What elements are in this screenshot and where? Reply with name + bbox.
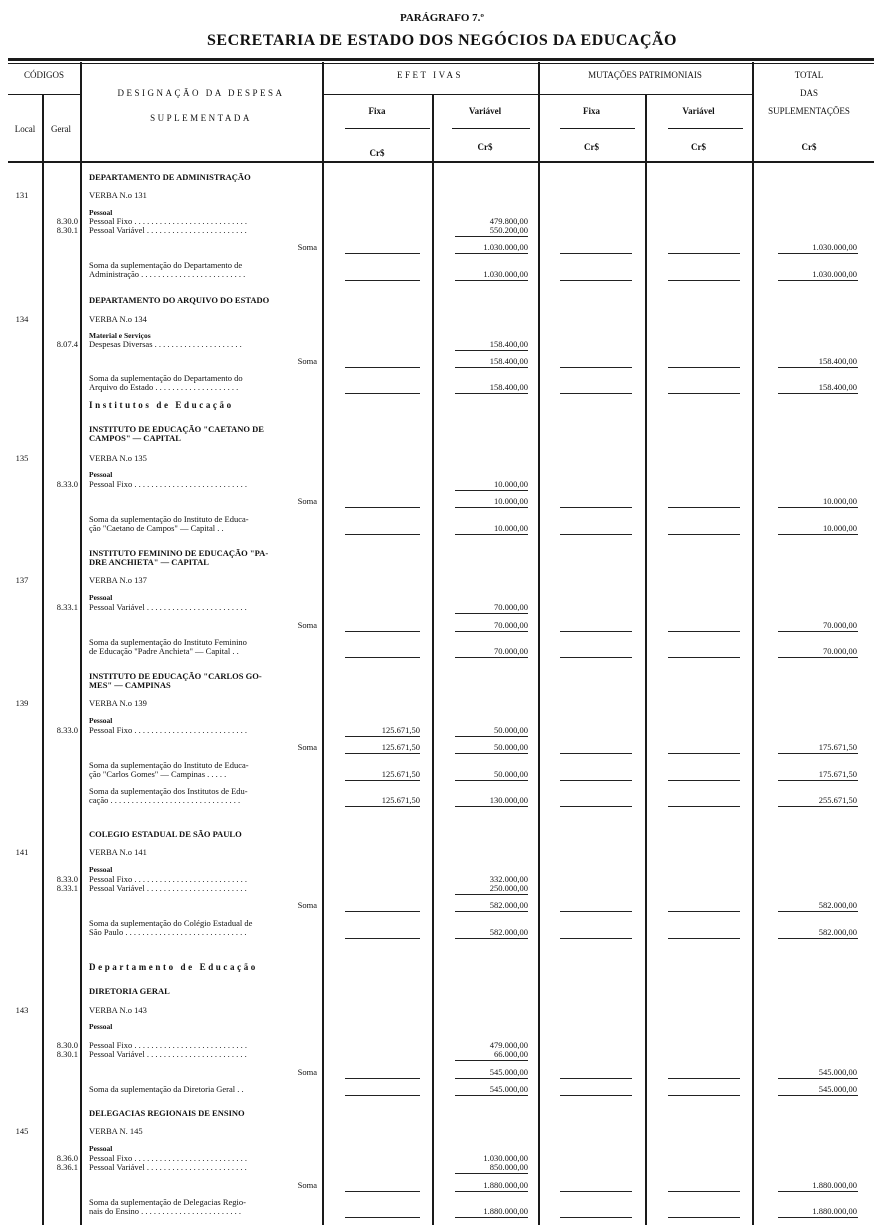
rule-mutacoes-fixa (560, 631, 632, 632)
rule-efetivas-fixa (345, 393, 420, 394)
rule-total (778, 1191, 858, 1192)
line-description: Pessoal Variável . . . . . . . . . . . . . . . . . . . . . . . . (89, 602, 247, 612)
rule-mutacoes-fixa (560, 1078, 632, 1079)
amount-efetivas-fixa: 125.671,50 (381, 795, 420, 805)
soma-label: Soma (297, 900, 317, 910)
rule-efetivas-variavel (455, 236, 528, 237)
rule-mutacoes-variavel (668, 780, 740, 781)
top-rule-thick (8, 58, 874, 61)
line-description: VERBA N.o 135 (89, 453, 147, 463)
rule-mutacoes-variavel (668, 393, 740, 394)
rule-efetivas-fixa (345, 1078, 420, 1079)
subcol-rule-3 (560, 128, 635, 129)
code-local: 131 (15, 190, 29, 200)
code-geral: 8.36.0 (56, 1153, 78, 1163)
section-heading: DRE ANCHIETA" — CAPITAL (89, 557, 209, 567)
rule-efetivas-variavel (455, 350, 528, 351)
amount-total: 10.000,00 (823, 523, 857, 533)
rule-efetivas-fixa (345, 736, 420, 737)
code-local: 145 (15, 1126, 29, 1136)
amount-total: 158.400,00 (818, 382, 857, 392)
rule-efetivas-fixa (345, 657, 420, 658)
line-description: ção "Caetano de Campos" — Capital . . (89, 523, 224, 533)
rule-total (778, 657, 858, 658)
section-heading: DIRETORIA GERAL (89, 986, 170, 996)
line-description: Soma da suplementação de Delegacias Regio- (89, 1197, 246, 1207)
col-divider-efetivas (432, 95, 434, 1225)
amount-efetivas-variavel: 70.000,00 (494, 620, 528, 630)
rule-efetivas-variavel (455, 894, 528, 895)
rule-efetivas-variavel (455, 806, 528, 807)
section-heading: Institutos de Educação (89, 400, 234, 410)
line-description: VERBA N.o 131 (89, 190, 147, 200)
currency-efetivas-variavel: Cr$ (477, 142, 493, 152)
rule-efetivas-variavel (455, 1078, 528, 1079)
header-mutacoes: MUTAÇÕES PATRIMONIAIS (588, 70, 702, 80)
amount-efetivas-variavel: 10.000,00 (494, 479, 528, 489)
rule-mutacoes-variavel (668, 534, 740, 535)
rule-mutacoes-fixa (560, 806, 632, 807)
rule-mutacoes-fixa (560, 657, 632, 658)
rule-mutacoes-variavel (668, 938, 740, 939)
rule-total (778, 1078, 858, 1079)
amount-efetivas-variavel: 550.200,00 (489, 225, 528, 235)
rule-efetivas-variavel (455, 393, 528, 394)
code-local: 134 (15, 314, 29, 324)
rule-mutacoes-fixa (560, 367, 632, 368)
rule-efetivas-variavel (455, 736, 528, 737)
soma-label: Soma (297, 1067, 317, 1077)
soma-label: Soma (297, 742, 317, 752)
rule-total (778, 753, 858, 754)
rule-total (778, 1217, 858, 1218)
header-designacao: DESIGNAÇÃO DA DESPESA (117, 88, 285, 98)
line-description: Pessoal Fixo . . . . . . . . . . . . . . . . . . . . . . . . . . . (89, 479, 247, 489)
amount-efetivas-variavel: 479.000,00 (489, 1040, 528, 1050)
line-description: São Paulo . . . . . . . . . . . . . . . . . . . . . . . . . . . . . (89, 927, 247, 937)
amount-total: 158.400,00 (818, 356, 857, 366)
paragraph-heading: PARÁGRAFO 7.º (399, 12, 485, 24)
amount-total: 1.880.000,00 (812, 1180, 857, 1190)
rule-efetivas-variavel (455, 657, 528, 658)
amount-efetivas-fixa: 125.671,50 (381, 769, 420, 779)
amount-efetivas-variavel: 130.000,00 (489, 795, 528, 805)
amount-efetivas-variavel: 1.880.000,00 (483, 1180, 528, 1190)
amount-efetivas-variavel: 1.030.000,00 (483, 1153, 528, 1163)
code-geral: 8.33.1 (56, 602, 78, 612)
amount-total: 70.000,00 (823, 646, 857, 656)
rule-efetivas-variavel (455, 780, 528, 781)
page-title: SECRETARIA DE ESTADO DOS NEGÓCIOS DA EDUCAÇÃO (207, 32, 677, 49)
soma-label: Soma (297, 496, 317, 506)
code-geral: 8.33.0 (56, 874, 78, 884)
amount-efetivas-variavel: 70.000,00 (494, 602, 528, 612)
code-local: 135 (15, 453, 29, 463)
section-heading: DEPARTAMENTO DE ADMINISTRAÇÃO (89, 172, 251, 182)
line-description: Arquivo do Estado . . . . . . . . . . . . . . . . . . . . (89, 382, 239, 392)
rule-mutacoes-fixa (560, 393, 632, 394)
code-local: 139 (15, 698, 29, 708)
amount-total: 545.000,00 (818, 1067, 857, 1077)
code-geral: 8.30.1 (56, 225, 78, 235)
line-description: Soma da suplementação do Departamento de (89, 260, 243, 270)
rule-efetivas-variavel (455, 1173, 528, 1174)
section-heading: Pessoal (89, 716, 113, 725)
rule-mutacoes-fixa (560, 780, 632, 781)
amount-efetivas-variavel: 158.400,00 (489, 339, 528, 349)
rule-total (778, 534, 858, 535)
rule-efetivas-fixa (345, 367, 420, 368)
line-description: VERBA N.o 143 (89, 1005, 147, 1015)
line-description: nais do Ensino . . . . . . . . . . . . . . . . . . . . . . . . (89, 1206, 242, 1216)
amount-efetivas-variavel: 1.030.000,00 (483, 242, 528, 252)
rule-efetivas-fixa (345, 507, 420, 508)
line-description: Pessoal Variável . . . . . . . . . . . . . . . . . . . . . . . . (89, 883, 247, 893)
amount-efetivas-variavel: 50.000,00 (494, 725, 528, 735)
line-description: Soma da suplementação do Instituto de Educa- (89, 514, 249, 524)
col-divider-designacao (322, 62, 324, 1225)
line-description: Soma da suplementação do Instituto Feminino (89, 637, 247, 647)
rule-efetivas-variavel (455, 938, 528, 939)
top-rule-thin (8, 63, 874, 64)
amount-efetivas-fixa: 125.671,50 (381, 725, 420, 735)
rule-efetivas-fixa (345, 253, 420, 254)
rule-efetivas-variavel (455, 1191, 528, 1192)
subcol-rule-4 (668, 128, 743, 129)
rule-total (778, 507, 858, 508)
header-mutacoes-fixa: Fixa (583, 106, 600, 116)
rule-mutacoes-fixa (560, 1095, 632, 1096)
amount-efetivas-variavel: 545.000,00 (489, 1067, 528, 1077)
code-geral: 8.30.0 (56, 1040, 78, 1050)
rule-efetivas-fixa (345, 631, 420, 632)
amount-total: 1.030.000,00 (812, 242, 857, 252)
rule-efetivas-fixa (345, 780, 420, 781)
rule-efetivas-fixa (345, 938, 420, 939)
code-local: 143 (15, 1005, 29, 1015)
section-heading: Pessoal (89, 470, 113, 479)
rule-mutacoes-fixa (560, 507, 632, 508)
header-efetivas-variavel: Variável (468, 106, 502, 116)
efetivas-rule (322, 94, 752, 95)
col-divider-geral (80, 62, 82, 1225)
rule-total (778, 806, 858, 807)
rule-efetivas-fixa (345, 1191, 420, 1192)
currency-mutacoes-fixa: Cr$ (584, 142, 599, 152)
rule-mutacoes-variavel (668, 911, 740, 912)
amount-efetivas-variavel: 1.030.000,00 (483, 269, 528, 279)
code-geral: 8.30.1 (56, 1049, 78, 1059)
line-description: Pessoal Fixo . . . . . . . . . . . . . . . . . . . . . . . . . . . (89, 216, 247, 226)
rule-mutacoes-fixa (560, 534, 632, 535)
section-heading: INSTITUTO FEMININO DE EDUCAÇÃO "PA- (89, 548, 269, 558)
section-heading: CAMPOS" — CAPITAL (89, 433, 181, 443)
amount-total: 582.000,00 (818, 927, 857, 937)
line-description: cação . . . . . . . . . . . . . . . . . . . . . . . . . . . . . . . (89, 795, 241, 805)
header-total-3: SUPLEMENTAÇÕES (768, 106, 850, 116)
line-description: de Educação "Padre Anchieta" — Capital . . (89, 646, 239, 656)
rule-mutacoes-fixa (560, 911, 632, 912)
header-suplementada: SUPLEMENTADA (150, 113, 252, 123)
amount-total: 175.671,50 (818, 769, 857, 779)
codigos-rule (8, 94, 80, 95)
rule-mutacoes-variavel (668, 631, 740, 632)
amount-efetivas-variavel: 50.000,00 (494, 769, 528, 779)
header-codigos: CÓDIGOS (23, 70, 64, 80)
code-geral: 8.33.1 (56, 883, 78, 893)
subcol-rule (345, 128, 430, 129)
amount-efetivas-variavel: 158.400,00 (489, 382, 528, 392)
line-description: Pessoal Variável . . . . . . . . . . . . . . . . . . . . . . . . (89, 225, 247, 235)
amount-total: 255.671,50 (818, 795, 857, 805)
rule-total (778, 393, 858, 394)
amount-efetivas-variavel: 10.000,00 (494, 496, 528, 506)
section-heading: Pessoal (89, 208, 113, 217)
rule-efetivas-variavel (455, 631, 528, 632)
header-geral: Geral (51, 124, 71, 134)
line-description: VERBA N.o 134 (89, 314, 147, 324)
currency-efetivas-fixa: Cr$ (369, 148, 385, 158)
rule-efetivas-variavel (455, 253, 528, 254)
rule-efetivas-variavel (455, 911, 528, 912)
code-geral: 8.30.0 (56, 216, 78, 226)
amount-total: 1.030.000,00 (812, 269, 857, 279)
rule-efetivas-variavel (455, 753, 528, 754)
code-geral: 8.33.0 (56, 725, 78, 735)
rule-total (778, 911, 858, 912)
amount-efetivas-variavel: 582.000,00 (489, 927, 528, 937)
rule-total (778, 631, 858, 632)
line-description: VERBA N. 145 (89, 1126, 143, 1136)
rule-mutacoes-variavel (668, 1217, 740, 1218)
rule-efetivas-variavel (455, 490, 528, 491)
section-heading: DEPARTAMENTO DO ARQUIVO DO ESTADO (89, 295, 270, 305)
amount-efetivas-variavel: 66.000,00 (494, 1049, 528, 1059)
header-efetivas-fixa: Fixa (368, 106, 386, 116)
section-heading: INSTITUTO DE EDUCAÇÃO "CAETANO DE (89, 424, 264, 434)
line-description: Soma da suplementação do Instituto de Educa- (89, 760, 249, 770)
line-description: Soma da suplementação da Diretoria Geral . . (89, 1084, 244, 1094)
section-heading: Material e Serviços (89, 331, 151, 340)
line-description: VERBA N.o 139 (89, 698, 147, 708)
rule-mutacoes-fixa (560, 753, 632, 754)
section-heading: MES" — CAMPINAS (89, 680, 171, 690)
line-description: VERBA N.o 141 (89, 847, 147, 857)
rule-efetivas-variavel (455, 1060, 528, 1061)
amount-efetivas-variavel: 1.880.000,00 (483, 1206, 528, 1216)
rule-efetivas-variavel (455, 1217, 528, 1218)
amount-efetivas-variavel: 50.000,00 (494, 742, 528, 752)
amount-efetivas-variavel: 582.000,00 (489, 900, 528, 910)
amount-efetivas-variavel: 158.400,00 (489, 356, 528, 366)
rule-efetivas-variavel (455, 280, 528, 281)
rule-mutacoes-variavel (668, 806, 740, 807)
amount-total: 582.000,00 (818, 900, 857, 910)
section-heading: COLEGIO ESTADUAL DE SÃO PAULO (89, 829, 242, 839)
code-geral: 8.36.1 (56, 1162, 78, 1172)
amount-total: 10.000,00 (823, 496, 857, 506)
currency-mutacoes-variavel: Cr$ (691, 142, 706, 152)
header-total-1: TOTAL (794, 70, 824, 80)
line-description: Pessoal Variável . . . . . . . . . . . . . . . . . . . . . . . . (89, 1049, 247, 1059)
rule-efetivas-fixa (345, 753, 420, 754)
header-efetivas: EFET IVAS (397, 70, 463, 80)
amount-efetivas-variavel: 545.000,00 (489, 1084, 528, 1094)
header-bottom-rule (8, 161, 874, 163)
rule-mutacoes-variavel (668, 507, 740, 508)
rule-efetivas-fixa (345, 911, 420, 912)
rule-mutacoes-variavel (668, 1078, 740, 1079)
code-geral: 8.07.4 (56, 339, 78, 349)
rule-mutacoes-fixa (560, 1217, 632, 1218)
rule-mutacoes-variavel (668, 657, 740, 658)
amount-efetivas-variavel: 332.000,00 (489, 874, 528, 884)
line-description: Soma da suplementação dos Institutos de Edu- (89, 786, 248, 796)
code-local: 141 (15, 847, 29, 857)
soma-label: Soma (297, 620, 317, 630)
line-description: Pessoal Fixo . . . . . . . . . . . . . . . . . . . . . . . . . . . (89, 1153, 247, 1163)
rule-efetivas-variavel (455, 534, 528, 535)
rule-mutacoes-variavel (668, 1191, 740, 1192)
rule-efetivas-variavel (455, 507, 528, 508)
section-heading: Pessoal (89, 1144, 113, 1153)
subcol-rule-2 (452, 128, 530, 129)
rule-mutacoes-fixa (560, 253, 632, 254)
rule-total (778, 367, 858, 368)
rule-efetivas-fixa (345, 806, 420, 807)
rule-efetivas-fixa (345, 1095, 420, 1096)
header-total-2: DAS (799, 88, 818, 98)
currency-total: Cr$ (801, 142, 817, 152)
rule-total (778, 780, 858, 781)
amount-total: 175.671,50 (818, 742, 857, 752)
amount-efetivas-variavel: 850.000,00 (489, 1162, 528, 1172)
rule-mutacoes-fixa (560, 1191, 632, 1192)
line-description: ção "Carlos Gomes" — Campinas . . . . . (89, 769, 227, 779)
amount-efetivas-fixa: 125.671,50 (381, 742, 420, 752)
line-description: VERBA N.o 137 (89, 575, 147, 585)
rule-efetivas-variavel (455, 367, 528, 368)
line-description: Pessoal Fixo . . . . . . . . . . . . . . . . . . . . . . . . . . . (89, 874, 247, 884)
amount-efetivas-variavel: 479.800,00 (489, 216, 528, 226)
section-heading: Pessoal (89, 865, 113, 874)
section-heading: INSTITUTO DE EDUCAÇÃO "CARLOS GO- (89, 671, 262, 681)
section-heading: Departamento de Educação (89, 962, 258, 972)
line-description: Pessoal Fixo . . . . . . . . . . . . . . . . . . . . . . . . . . . (89, 1040, 247, 1050)
rule-mutacoes-variavel (668, 753, 740, 754)
line-description: Pessoal Fixo . . . . . . . . . . . . . . . . . . . . . . . . . . . (89, 725, 247, 735)
rule-total (778, 280, 858, 281)
section-heading: DELEGACIAS REGIONAIS DE ENSINO (89, 1108, 245, 1118)
code-geral: 8.33.0 (56, 479, 78, 489)
code-local: 137 (15, 575, 29, 585)
col-divider-total (752, 62, 754, 1225)
soma-label: Soma (297, 242, 317, 252)
rule-mutacoes-fixa (560, 938, 632, 939)
rule-mutacoes-variavel (668, 367, 740, 368)
soma-label: Soma (297, 356, 317, 366)
line-description: Despesas Diversas . . . . . . . . . . . . . . . . . . . . . (89, 339, 242, 349)
rule-mutacoes-variavel (668, 1095, 740, 1096)
soma-label: Soma (297, 1180, 317, 1190)
rule-efetivas-fixa (345, 534, 420, 535)
rule-efetivas-fixa (345, 1217, 420, 1218)
line-description: Soma da suplementação do Colégio Estadual de (89, 918, 253, 928)
rule-mutacoes-fixa (560, 280, 632, 281)
section-heading: Pessoal (89, 1022, 113, 1031)
header-mutacoes-variavel: Variável (682, 106, 715, 116)
rule-efetivas-variavel (455, 1095, 528, 1096)
amount-efetivas-variavel: 10.000,00 (494, 523, 528, 533)
rule-total (778, 938, 858, 939)
section-heading: Pessoal (89, 593, 113, 602)
rule-total (778, 1095, 858, 1096)
amount-efetivas-variavel: 70.000,00 (494, 646, 528, 656)
rule-mutacoes-variavel (668, 253, 740, 254)
rule-efetivas-fixa (345, 280, 420, 281)
amount-total: 545.000,00 (818, 1084, 857, 1094)
header-local: Local (14, 124, 36, 134)
col-divider-mutacoes-2 (645, 95, 647, 1225)
line-description: Pessoal Variável . . . . . . . . . . . . . . . . . . . . . . . . (89, 1162, 247, 1172)
rule-mutacoes-variavel (668, 280, 740, 281)
amount-total: 1.880.000,00 (812, 1206, 857, 1216)
col-divider-mutacoes (538, 62, 540, 1225)
rule-efetivas-variavel (455, 613, 528, 614)
rule-total (778, 253, 858, 254)
line-description: Soma da suplementação do Departamento do (89, 373, 243, 383)
amount-total: 70.000,00 (823, 620, 857, 630)
amount-efetivas-variavel: 250.000,00 (489, 883, 528, 893)
line-description: Administração . . . . . . . . . . . . . . . . . . . . . . . . . (89, 269, 246, 279)
